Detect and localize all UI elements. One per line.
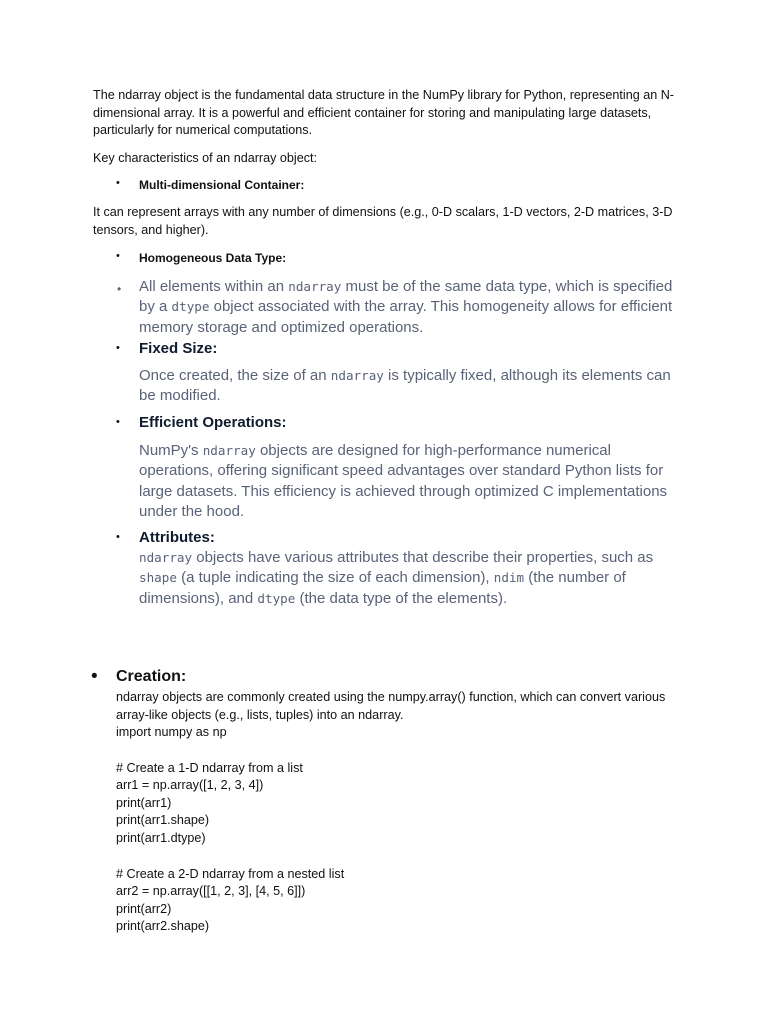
homogeneous-title: Homogeneous Data Type: xyxy=(139,251,287,265)
code-line: # Create a 2-D ndarray from a nested list xyxy=(116,867,345,881)
bullet-icon: • xyxy=(116,250,120,262)
efficient-ops-text: NumPy's ndarray objects are designed for high-performance numerical operations, offering significant speed advantages over standard Python lists for large datasets. This efficiency is achieved through optimized C implementations under the hood. xyxy=(139,442,668,520)
code-ndarray: ndarray xyxy=(330,368,384,383)
code-line: print(arr2.shape) xyxy=(116,919,210,933)
homogeneous-text: All elements within an ndarray must be of the same data type, which is specified by a dtype object associated with the array. This homogeneity allows for efficient memory storage and optimized operations. xyxy=(139,278,673,336)
code-dtype: dtype xyxy=(171,299,210,315)
bullet-icon: • xyxy=(116,531,120,543)
multi-dim-title: Multi-dimensional Container: xyxy=(139,178,305,192)
bullet-icon: • xyxy=(116,177,120,189)
bullet-icon: • xyxy=(91,666,98,687)
code-line: print(arr1.dtype) xyxy=(116,831,206,845)
code-line: arr1 = np.array([1, 2, 3, 4]) xyxy=(116,778,264,792)
code-line: # Create a 1-D ndarray from a list xyxy=(116,761,303,775)
bullet-icon: • xyxy=(116,342,120,354)
attributes-title: Attributes: xyxy=(139,529,215,546)
bullet-icon: • xyxy=(116,416,120,428)
creation-text: ndarray objects are commonly created using the numpy.array() function, which can convert various array-like objects (e.g., lists, tuples) into an ndarray. xyxy=(116,690,666,722)
fixed-size-title: Fixed Size: xyxy=(139,340,218,357)
efficient-ops-title: Efficient Operations: xyxy=(139,414,287,431)
code-ndim: ndim xyxy=(493,570,525,586)
code-line: print(arr1.shape) xyxy=(116,813,210,827)
code-shape: shape xyxy=(139,570,177,586)
code-line: arr2 = np.array([[1, 2, 3], [4, 5, 6]]) xyxy=(116,884,306,898)
attributes-text: ndarray objects have various attributes that describe their properties, such as shape (a tuple indicating the size of each dimension), ndim (the number of dimensions), and dtype (the data type of the elements). xyxy=(139,549,654,607)
code-line: print(arr1) xyxy=(116,796,172,810)
key-characteristics-label: Key characteristics of an ndarray object: xyxy=(93,151,317,165)
code-ndarray: ndarray xyxy=(202,443,256,458)
creation-title: Creation: xyxy=(116,668,187,685)
intro-paragraph: The ndarray object is the fundamental data structure in the NumPy library for Python, representing an N-dimensional array. It is a powerful and efficient container for storing and manipulating large datasets, particularly for numerical computations. xyxy=(93,88,675,138)
bullet-icon: • xyxy=(117,282,122,296)
code-ndarray: ndarray xyxy=(139,550,193,565)
code-ndarray: ndarray xyxy=(288,279,342,294)
fixed-size-text: Once created, the size of an ndarray is typically fixed, although its elements can be modified. xyxy=(139,367,671,405)
code-line: print(arr2) xyxy=(116,902,172,916)
code-line: import numpy as np xyxy=(116,725,227,739)
code-dtype: dtype xyxy=(257,590,296,606)
multi-dim-text: It can represent arrays with any number of dimensions (e.g., 0-D scalars, 1-D vectors, 2-D matrices, 3-D tensors, and higher). xyxy=(93,205,673,237)
